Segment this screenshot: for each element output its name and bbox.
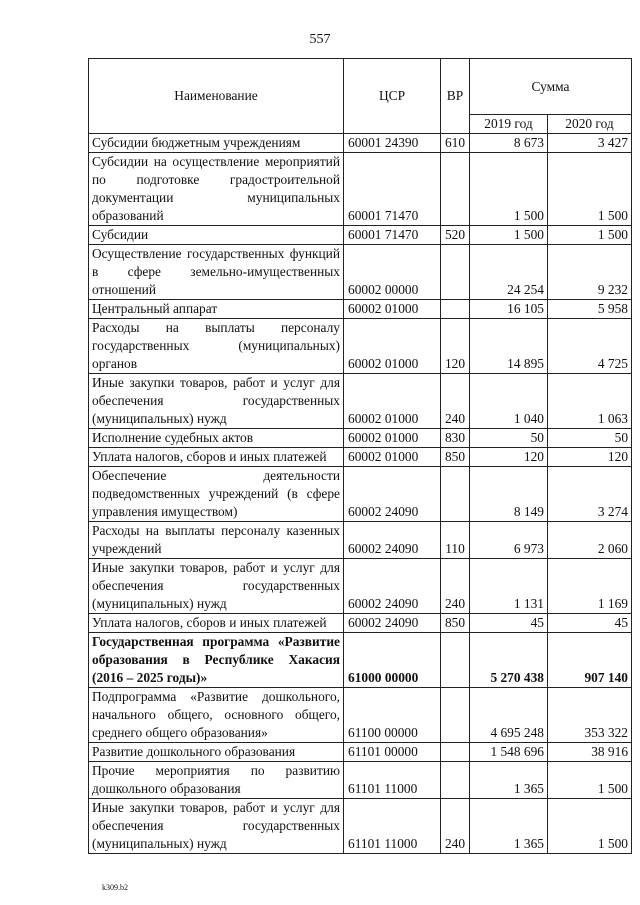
row-sum-2020: 120 (548, 448, 632, 467)
row-sum-2020: 353 322 (548, 688, 632, 743)
row-name: Осуществление государственных функций в сфере земельно-имущественных отношений (89, 245, 344, 300)
row-csr: 60002 01000 (344, 300, 441, 319)
row-sum-2020: 3 274 (548, 467, 632, 522)
row-name: Уплата налогов, сборов и иных платежей (89, 448, 344, 467)
row-name: Субсидии на осуществление мероприятий по подготовке градостроительной документации муниципальных образований (89, 153, 344, 226)
table-row (89, 134, 632, 153)
row-sum-2019: 1 365 (470, 799, 548, 854)
row-vr (441, 153, 470, 226)
table-row (89, 245, 632, 300)
row-csr: 60002 01000 (344, 448, 441, 467)
row-sum-2020: 50 (548, 429, 632, 448)
table-row (89, 429, 632, 448)
budget-table (88, 58, 632, 854)
row-csr: 61101 11000 (344, 799, 441, 854)
header-year-2019: 2019 год (470, 115, 548, 134)
row-csr: 60001 24390 (344, 134, 441, 153)
row-vr: 610 (441, 134, 470, 153)
table-row (89, 374, 632, 429)
row-name: Исполнение судебных актов (89, 429, 344, 448)
row-csr: 60002 01000 (344, 429, 441, 448)
header-vr: ВР (441, 59, 470, 134)
row-name: Обеспечение деятельности подведомственных учреждений (в сфере управления имуществом) (89, 467, 344, 522)
row-vr (441, 762, 470, 799)
row-name: Расходы на выплаты персоналу государственных (муниципальных) органов (89, 319, 344, 374)
row-sum-2019: 1 500 (470, 226, 548, 245)
row-csr: 60002 24090 (344, 467, 441, 522)
row-sum-2019: 1 365 (470, 762, 548, 799)
header-name: Наименование (89, 59, 344, 134)
row-vr: 240 (441, 799, 470, 854)
row-sum-2020: 1 500 (548, 762, 632, 799)
header-year-2020: 2020 год (548, 115, 632, 134)
row-name: Государственная программа «Развитие образования в Республике Хакасия (2016 – 2025 годы)» (89, 633, 344, 688)
row-name: Субсидии (89, 226, 344, 245)
row-sum-2019: 1 040 (470, 374, 548, 429)
table-row (89, 226, 632, 245)
table-row (89, 633, 632, 688)
row-sum-2019: 5 270 438 (470, 633, 548, 688)
row-sum-2019: 8 673 (470, 134, 548, 153)
row-name: Уплата налогов, сборов и иных платежей (89, 614, 344, 633)
row-sum-2019: 4 695 248 (470, 688, 548, 743)
table-row (89, 522, 632, 559)
row-sum-2020: 45 (548, 614, 632, 633)
row-sum-2020: 1 169 (548, 559, 632, 614)
row-csr: 60001 71470 (344, 226, 441, 245)
row-csr: 61000 00000 (344, 633, 441, 688)
row-vr (441, 300, 470, 319)
page-number: 557 (309, 32, 331, 47)
row-name: Иные закупки товаров, работ и услуг для обеспечения государственных (муниципальных) нужд (89, 374, 344, 429)
row-sum-2019: 1 500 (470, 153, 548, 226)
table-row (89, 300, 632, 319)
row-sum-2019: 120 (470, 448, 548, 467)
table-body (89, 134, 632, 854)
row-vr (441, 633, 470, 688)
row-vr: 240 (441, 559, 470, 614)
row-sum-2020: 1 500 (548, 153, 632, 226)
row-csr: 60002 24090 (344, 522, 441, 559)
table-row (89, 319, 632, 374)
row-sum-2019: 8 149 (470, 467, 548, 522)
table-row (89, 448, 632, 467)
row-sum-2020: 2 060 (548, 522, 632, 559)
row-sum-2020: 1 063 (548, 374, 632, 429)
row-name: Подпрограмма «Развитие дошкольного, начального общего, основного общего, среднего общего образования» (89, 688, 344, 743)
header-sum: Сумма (470, 59, 632, 115)
row-sum-2019: 24 254 (470, 245, 548, 300)
row-csr: 61100 00000 (344, 688, 441, 743)
row-vr: 520 (441, 226, 470, 245)
row-sum-2019: 6 973 (470, 522, 548, 559)
row-vr: 240 (441, 374, 470, 429)
row-vr: 110 (441, 522, 470, 559)
row-csr: 60001 71470 (344, 153, 441, 226)
table-row (89, 688, 632, 743)
row-name: Прочие мероприятия по развитию дошкольного образования (89, 762, 344, 799)
table-row (89, 614, 632, 633)
row-csr: 60002 01000 (344, 374, 441, 429)
table-header (89, 59, 632, 134)
row-name: Развитие дошкольного образования (89, 743, 344, 762)
row-sum-2019: 45 (470, 614, 548, 633)
row-vr (441, 467, 470, 522)
row-csr: 60002 01000 (344, 319, 441, 374)
row-sum-2020: 1 500 (548, 226, 632, 245)
row-vr (441, 245, 470, 300)
row-vr (441, 743, 470, 762)
row-vr: 850 (441, 614, 470, 633)
row-name: Центральный аппарат (89, 300, 344, 319)
row-sum-2019: 1 131 (470, 559, 548, 614)
row-csr: 60002 00000 (344, 245, 441, 300)
table-row (89, 467, 632, 522)
row-csr: 61101 11000 (344, 762, 441, 799)
row-vr: 830 (441, 429, 470, 448)
row-sum-2020: 9 232 (548, 245, 632, 300)
row-sum-2020: 38 916 (548, 743, 632, 762)
row-csr: 60002 24090 (344, 559, 441, 614)
row-name: Расходы на выплаты персоналу казенных учреждений (89, 522, 344, 559)
footer-code: k309.b2 (102, 883, 128, 892)
row-name: Субсидии бюджетным учреждениям (89, 134, 344, 153)
row-sum-2020: 3 427 (548, 134, 632, 153)
row-sum-2020: 5 958 (548, 300, 632, 319)
table-row (89, 743, 632, 762)
row-sum-2019: 1 548 696 (470, 743, 548, 762)
row-vr: 120 (441, 319, 470, 374)
row-sum-2020: 907 140 (548, 633, 632, 688)
row-sum-2020: 1 500 (548, 799, 632, 854)
row-vr: 850 (441, 448, 470, 467)
table-row (89, 762, 632, 799)
table-row (89, 559, 632, 614)
row-sum-2019: 50 (470, 429, 548, 448)
row-name: Иные закупки товаров, работ и услуг для обеспечения государственных (муниципальных) нужд (89, 799, 344, 854)
header-csr: ЦСР (344, 59, 441, 134)
table-row (89, 799, 632, 854)
row-sum-2020: 4 725 (548, 319, 632, 374)
table-row (89, 153, 632, 226)
row-vr (441, 688, 470, 743)
row-csr: 60002 24090 (344, 614, 441, 633)
row-csr: 61101 00000 (344, 743, 441, 762)
row-sum-2019: 16 105 (470, 300, 548, 319)
row-sum-2019: 14 895 (470, 319, 548, 374)
row-name: Иные закупки товаров, работ и услуг для обеспечения государственных (муниципальных) нужд (89, 559, 344, 614)
